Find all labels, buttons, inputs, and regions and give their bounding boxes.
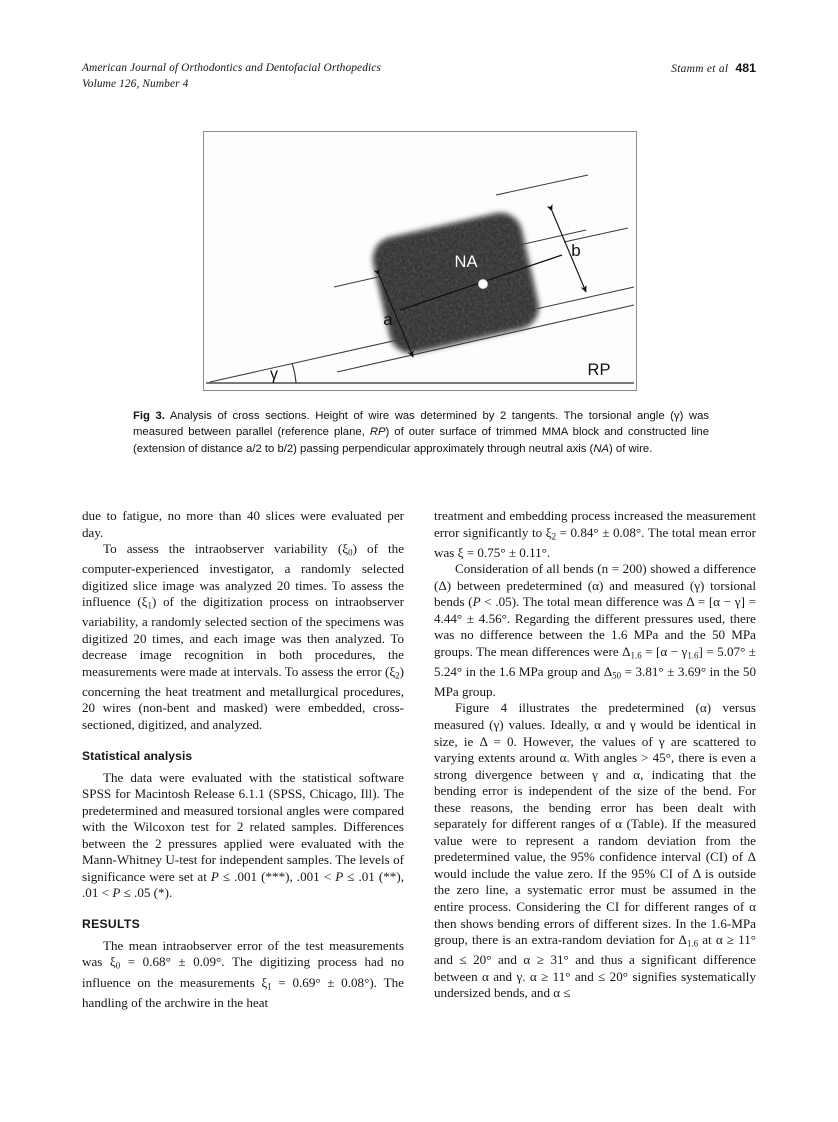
figure-caption-text: Analysis of cross sections. Height of wire was determined by 2 tangents. The torsional angle (γ) was measured between parallel (reference plane, RP) of outer surface of trimmed MMA block and constructed line (extension of distance a/2 to b/2) passing perpendicular approximately through neutral axis (NA) of wire. [133, 410, 710, 455]
running-head [82, 60, 756, 94]
dimension-a-label: a [383, 310, 393, 329]
dimension-b-label: b [571, 241, 581, 260]
paragraph-continued-right: treatment and embedding process increased the measurement error significantly to $\xi_2 = 0.84^\circ \pm 0.08^\circ$. The total mean error was ξ = 0.75° ± 0.11°. [434, 508, 756, 560]
neutral-axis-point [478, 279, 487, 288]
paragraph-continued-left: due to fatigue, no more than 40 slices were evaluated per day. [82, 508, 404, 540]
heading-statistical-analysis: Statistical analysis [82, 748, 193, 763]
figure-caption-label: Fig 3. [133, 410, 165, 422]
authors-name: Stamm et al [671, 63, 729, 75]
paragraph-results-error: The mean intraobserver error of the test measurements was $\xi_0 = 0.68^\circ \pm 0.09^\circ$. The digitizing process had no influence on the measurements $\xi_1 = 0.69^\circ \pm 0.08^\circ$). The handling of the archwire in the heat [82, 937, 404, 1010]
heading-results: RESULTS [82, 916, 140, 931]
body-column-right [434, 508, 756, 1002]
journal-title [82, 60, 381, 92]
figure-3-caption [133, 408, 709, 457]
body-column-left [82, 508, 404, 1011]
gamma-label: γ [270, 366, 278, 383]
paragraph-statistics: The data were evaluated with the statistical software SPSS for Macintosh Release 6.1.1 (SPSS, Chicago, Ill). The predetermined and measured torsional angles were compared with the Wilcoxon test for 2 related samples. Differences between the 2 pressures applied were evaluated with the Mann-Whitney U-test for independent samples. The levels of significance were set at P ≤ .001 (***), .001 < P ≤ .01 (**), .01 < P ≤ .05 (*). [82, 769, 404, 901]
journal-title-line1: American Journal of Orthodontics and Dentofacial Orthopedics [82, 62, 381, 74]
cross-section-diagram [204, 132, 636, 390]
paragraph-all-bends: Consideration of all bends (n = 200) showed a difference (Δ) between predetermined (α) and measured (γ) torsional bends (P < .05). The total mean difference was Δ = [α − γ] = 4.44° ± 4.56°. Regarding the different pressures used, there was no difference between the 1.6 MPa and the 50 MPa groups. The mean differences were $\Delta_{1.6} = [\alpha - \gamma_{1.6}] = 5.07^\circ \pm 5.24^\circ$ in the 1.6 MPa group and $\Delta_{50} = 3.81^\circ \pm 3.69^\circ$ in the 50 MPa group. [434, 561, 756, 699]
running-head-right [671, 60, 756, 77]
neutral-axis-label: NA [454, 253, 478, 271]
paragraph-figure4: Figure 4 illustrates the predetermined (α) versus measured (γ) values. Ideally, α and γ would be identical in size, ie Δ = 0. However, the values of γ are scattered to varying extents around α. With angles > 45°, there is even a strong divergence between γ and α, indicating that the bending error is independent of the size of the bend. For these reasons, the bending error has been dealt with separately for different ranges of α (Table). If the measured value were to represent a random deviation from the predetermined value, the 95% confidence interval (CI) of Δ would include the value zero. If the 95% CI of Δ is outside the zero line, a systematic error must be assumed in the entire process. Considering the CI for different ranges of α then shows bending errors of different sizes. In the 1.6-MPa group, there is an extra-random deviation for $\Delta_{1.6}$ at α ≥ 11° and ≤ 20° and α ≥ 31° and thus a significant difference between α and γ. α ≥ 11° and ≤ 20° signifies systematically undersized bends, and α ≤ [434, 700, 756, 1001]
figure-3-image [203, 131, 637, 391]
page-number: 481 [735, 61, 756, 75]
reference-plane-label: RP [587, 361, 611, 379]
paragraph-intraobserver: To assess the intraobserver variability $(\xi_0)$ of the computer-experienced investigator, a randomly selected digitized slice image was analyzed 20 times. To assess the influence $(\xi_1)$ of the digitization process on intraobserver variability, a randomly selected section of the specimens was digitized 20 times, and each image was then analyzed. To decrease image recognition in both procedures, the measurements were made at intervals. To assess the error $(\xi_2)$ concerning the heat treatment and metallurgical procedures, 20 wires (non-bent and masked) were embedded, cross-sectioned, digitized, and analyzed. [82, 541, 405, 733]
journal-volume-line: Volume 126, Number 4 [82, 78, 189, 90]
